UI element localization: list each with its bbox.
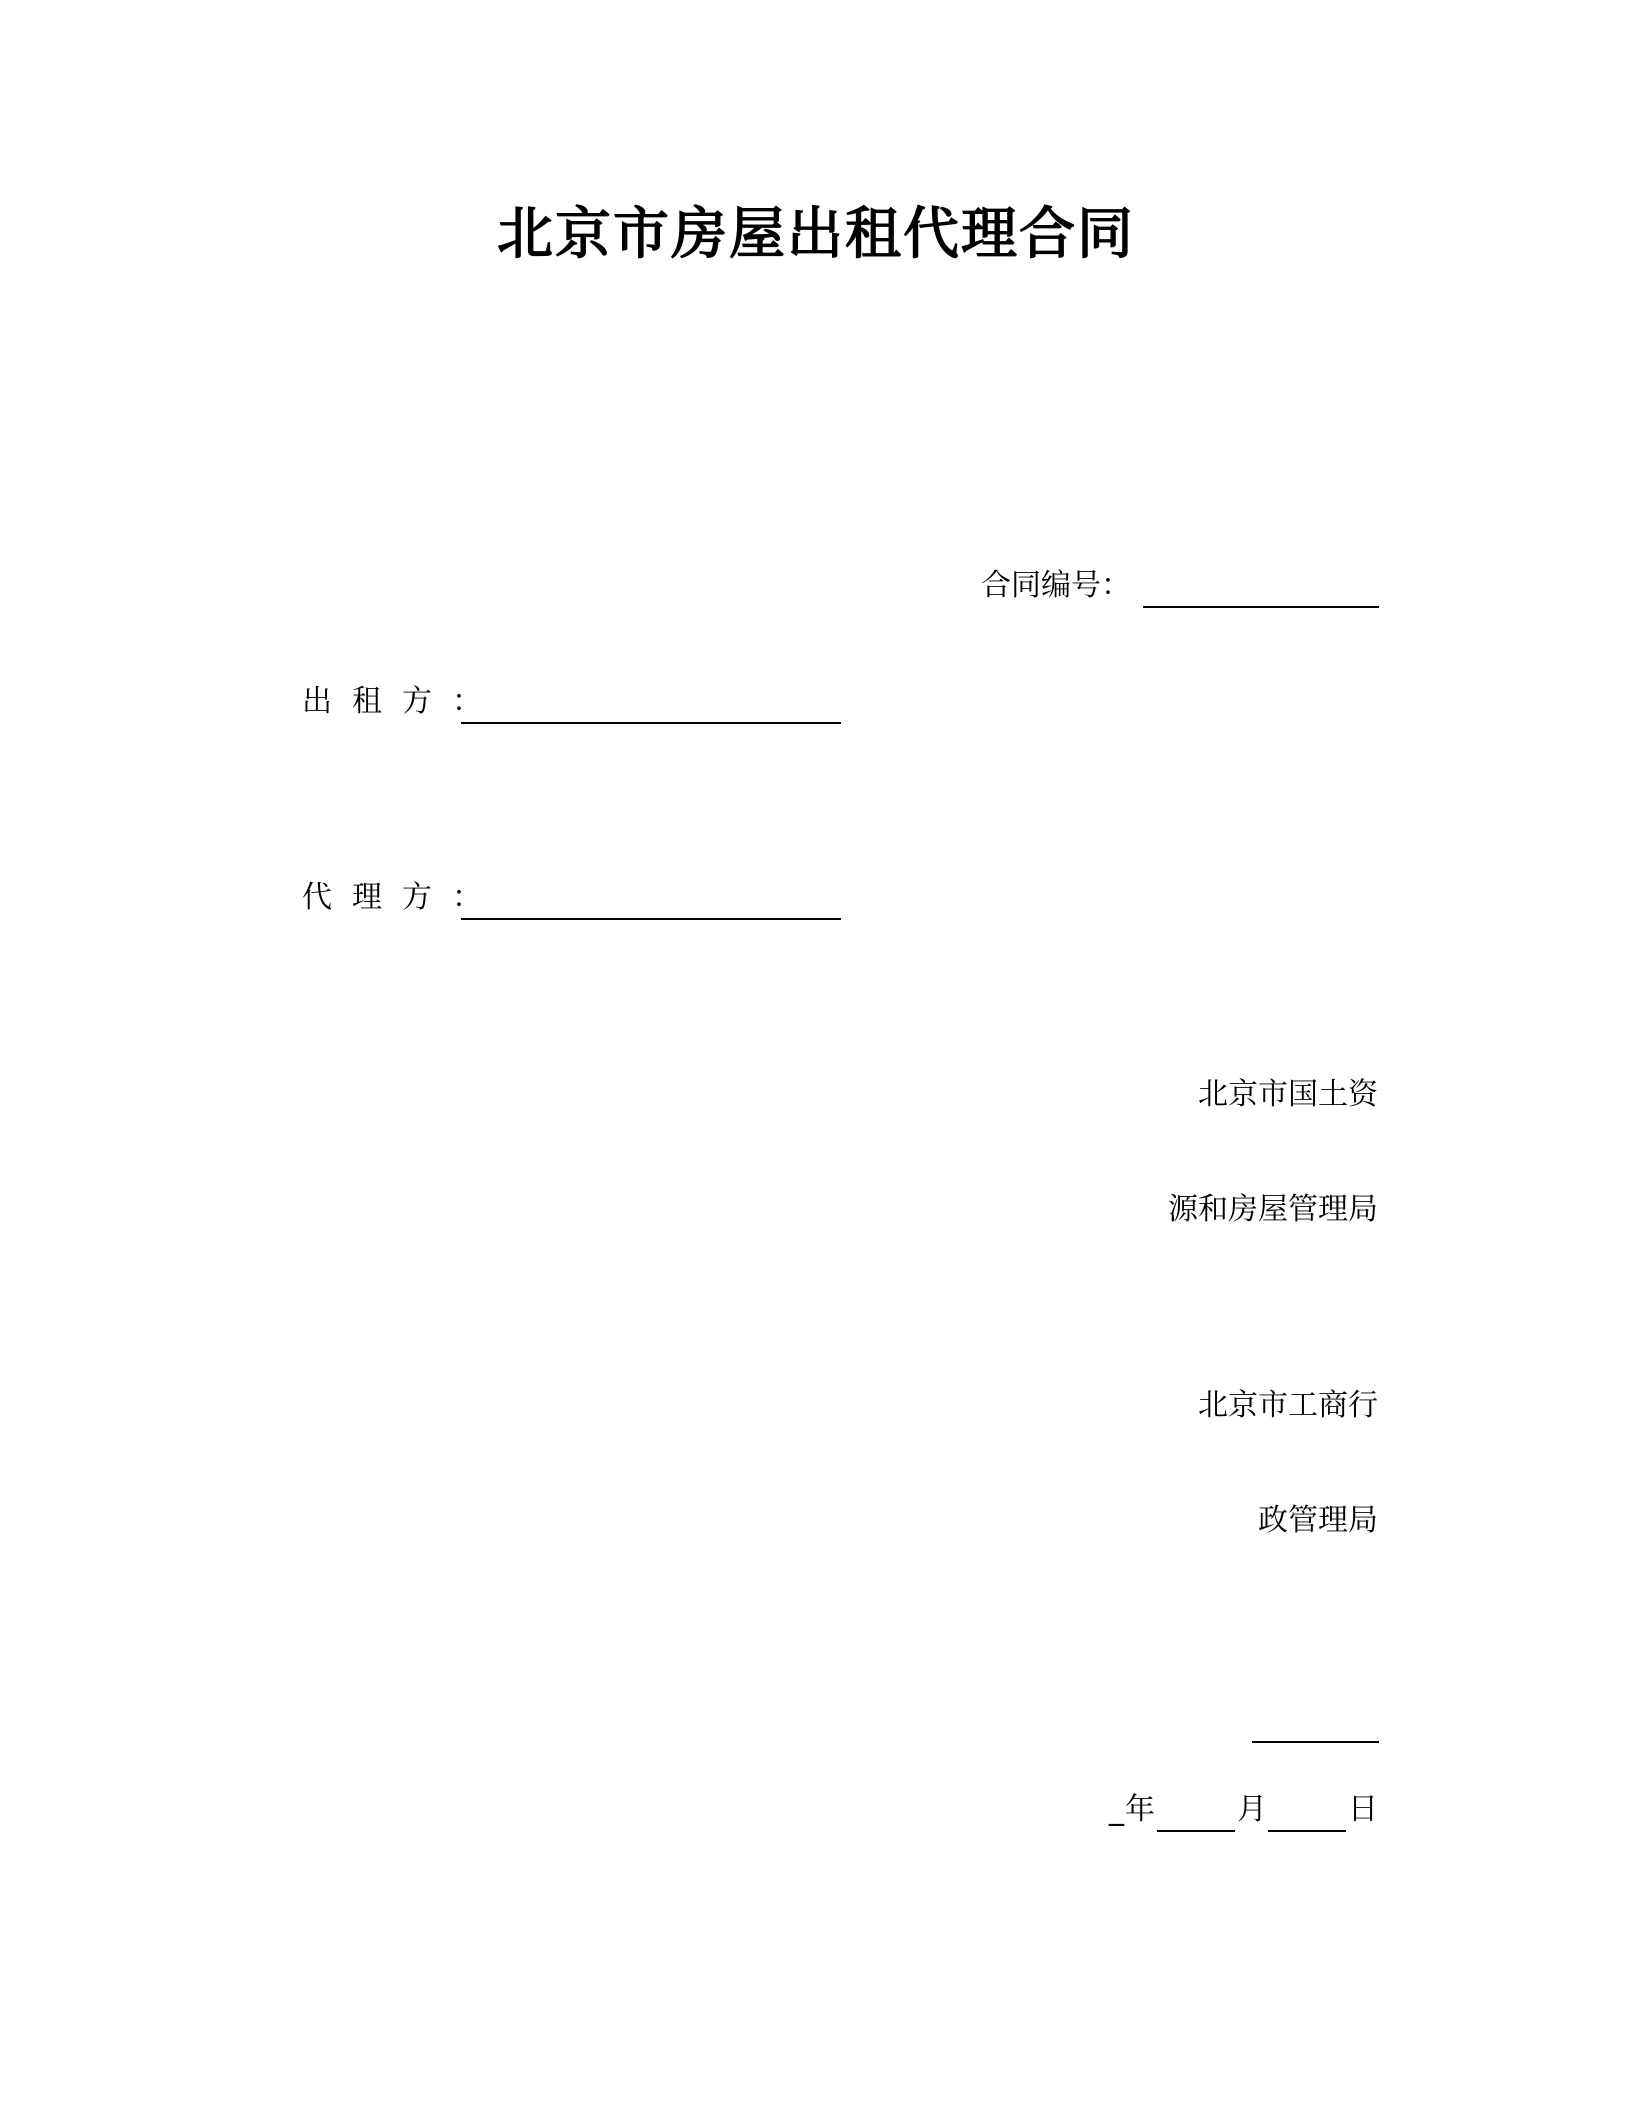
authority-1-line-2: 源和房屋管理局: [1168, 1192, 1378, 1227]
agent-field[interactable]: [461, 918, 841, 920]
date-day-label: 日: [1348, 1792, 1378, 1827]
document-title: 北京市房屋出租代理合同: [497, 202, 1135, 267]
contract-number-field[interactable]: [1143, 606, 1379, 608]
date-month-field[interactable]: [1157, 1830, 1235, 1832]
authority-2-line-1: 北京市工商行: [1198, 1388, 1378, 1423]
agent-label: 代理方：: [302, 880, 502, 915]
date-prefix: _: [1109, 1792, 1124, 1827]
date-day-field[interactable]: [1268, 1830, 1346, 1832]
authority-2-line-2: 政管理局: [1258, 1503, 1378, 1538]
signature-line[interactable]: [1252, 1741, 1379, 1743]
date-month-label: 月: [1237, 1792, 1267, 1827]
date-year-label: 年: [1125, 1792, 1155, 1827]
contract-number-label: 合同编号：: [981, 568, 1131, 603]
lessor-field[interactable]: [461, 722, 841, 724]
lessor-label: 出租方：: [302, 684, 502, 719]
authority-1-line-1: 北京市国土资: [1198, 1077, 1378, 1112]
